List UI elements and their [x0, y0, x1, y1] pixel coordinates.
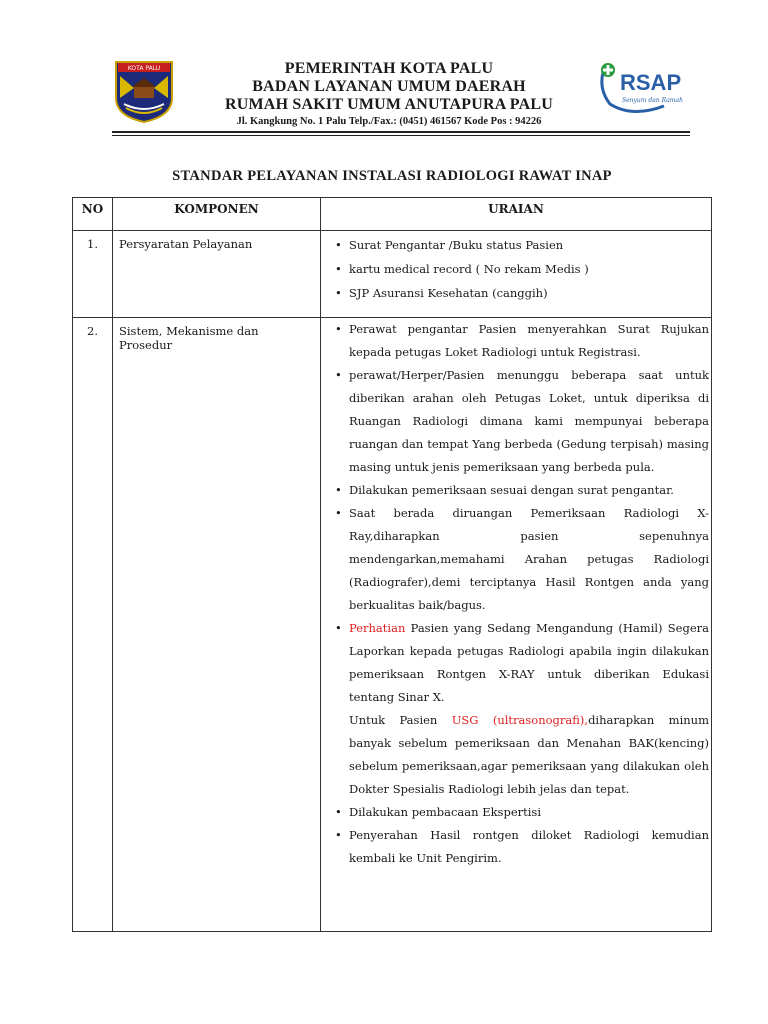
document-title: STANDAR PELAYANAN INSTALASI RADIOLOGI RAWAT INAP	[172, 168, 612, 184]
letterhead-address: Jl. Kangkung No. 1 Palu Telp./Fax.: (0451) 461567 Kode Pos : 94226	[236, 116, 542, 127]
rsap-hospital-logo	[594, 56, 686, 116]
list-item: • SJP Asuransi Kesehatan (canggih)	[333, 281, 709, 305]
bullet-icon: •	[335, 322, 342, 336]
list-item-attention: • Perhatian Pasien yang Sedang Mengandung (Hamil) Segera Laporkan kepada petugas Radiologi apabila ingin dilakukan pemeriksaan Rontgen X-RAY untuk diberikan Edukasi tentang Sinar X. Untuk Pasien USG (ultrasonografi),diharapkan minum banyak sebelum pemeriksaan dan Menahan BAK(kencing) sebelum pemeriksaan,agar pemeriksaan yang dilakukan oleh Dokter Spesialis Radiologi lebih jelas dan tepat.	[333, 617, 709, 801]
letterhead-rule-thin	[112, 135, 690, 136]
row-number: 1.	[73, 231, 113, 318]
row-number: 2.	[73, 318, 113, 932]
bullet-icon: •	[335, 368, 342, 382]
bullet-icon: •	[335, 805, 342, 819]
rsap-slogan: Senyum dan Ramah	[622, 97, 683, 104]
row-uraian	[321, 231, 712, 318]
palu-city-crest-logo	[112, 58, 176, 124]
usg-paragraph: Untuk Pasien USG (ultrasonografi),diharapkan minum banyak sebelum pemeriksaan dan Menahan BAK(kencing) sebelum pemeriksaan,agar pemeriksaan yang dilakukan oleh Dokter Spesialis Radiologi lebih jelas dan tepat.	[349, 713, 709, 796]
list-item: • Surat Pengantar /Buku status Pasien	[333, 233, 709, 257]
letterhead-line-3: RUMAH SAKIT UMUM ANUTAPURA PALU	[225, 96, 553, 113]
bullet-icon: •	[335, 286, 342, 300]
row-komponen: Sistem, Mekanisme dan Prosedur	[113, 318, 321, 932]
list-item: • kartu medical record ( No rekam Medis )	[333, 257, 709, 281]
service-standard-table	[72, 197, 712, 932]
table-row	[73, 231, 712, 318]
table-row	[73, 318, 712, 932]
list-item: • Dilakukan pembacaan Ekspertisi	[333, 801, 709, 824]
table-header-row	[73, 198, 712, 231]
bullet-icon: •	[335, 506, 342, 520]
list-item: • Penyerahan Hasil rontgen diloket Radiologi kemudian kembali ke Unit Pengirim.	[333, 824, 709, 870]
list-item: • Perawat pengantar Pasien menyerahkan Surat Rujukan kepada petugas Loket Radiologi untuk Registrasi.	[333, 318, 709, 364]
letterhead-line-2: BADAN LAYANAN UMUM DAERAH	[252, 78, 526, 95]
row-uraian	[321, 318, 712, 932]
crest-label: KOTA PALU	[127, 65, 161, 72]
letterhead	[190, 60, 588, 129]
rsap-wordmark: RSAP	[620, 70, 682, 95]
list-item: • perawat/Herper/Pasien menunggu beberapa saat untuk diberikan arahan oleh Petugas Loket, untuk diperiksa di Ruangan Radiologi dimana kami mempunyai beberapa ruangan dan tempat Yang berbeda (Gedung terpisah) masing masing untuk jenis pemeriksaan yang berbeda pula.	[333, 364, 709, 479]
bullet-icon: •	[335, 238, 342, 252]
header-uraian: URAIAN	[321, 198, 712, 231]
bullet-icon: •	[335, 828, 342, 842]
bullet-icon: •	[335, 621, 342, 635]
bullet-icon: •	[335, 262, 342, 276]
usg-label: USG (ultrasonografi),	[451, 713, 589, 727]
header-komponen: KOMPONEN	[113, 198, 321, 231]
header-no: NO	[73, 198, 113, 231]
row-komponen: Persyaratan Pelayanan	[113, 231, 321, 318]
letterhead-rule-thick	[112, 131, 690, 133]
list-item: • Saat berada diruangan Pemeriksaan Radiologi X-Ray,diharapkan pasien sepenuhnya mendengarkan,memahami Arahan petugas Radiologi (Radiografer),demi terciptanya Hasil Rontgen anda yang berkualitas baik/bagus.	[333, 502, 709, 617]
attention-label: Perhatian	[349, 621, 406, 635]
letterhead-line-1: PEMERINTAH KOTA PALU	[284, 60, 494, 77]
list-item: • Dilakukan pemeriksaan sesuai dengan surat pengantar.	[333, 479, 709, 502]
bullet-icon: •	[335, 483, 342, 497]
